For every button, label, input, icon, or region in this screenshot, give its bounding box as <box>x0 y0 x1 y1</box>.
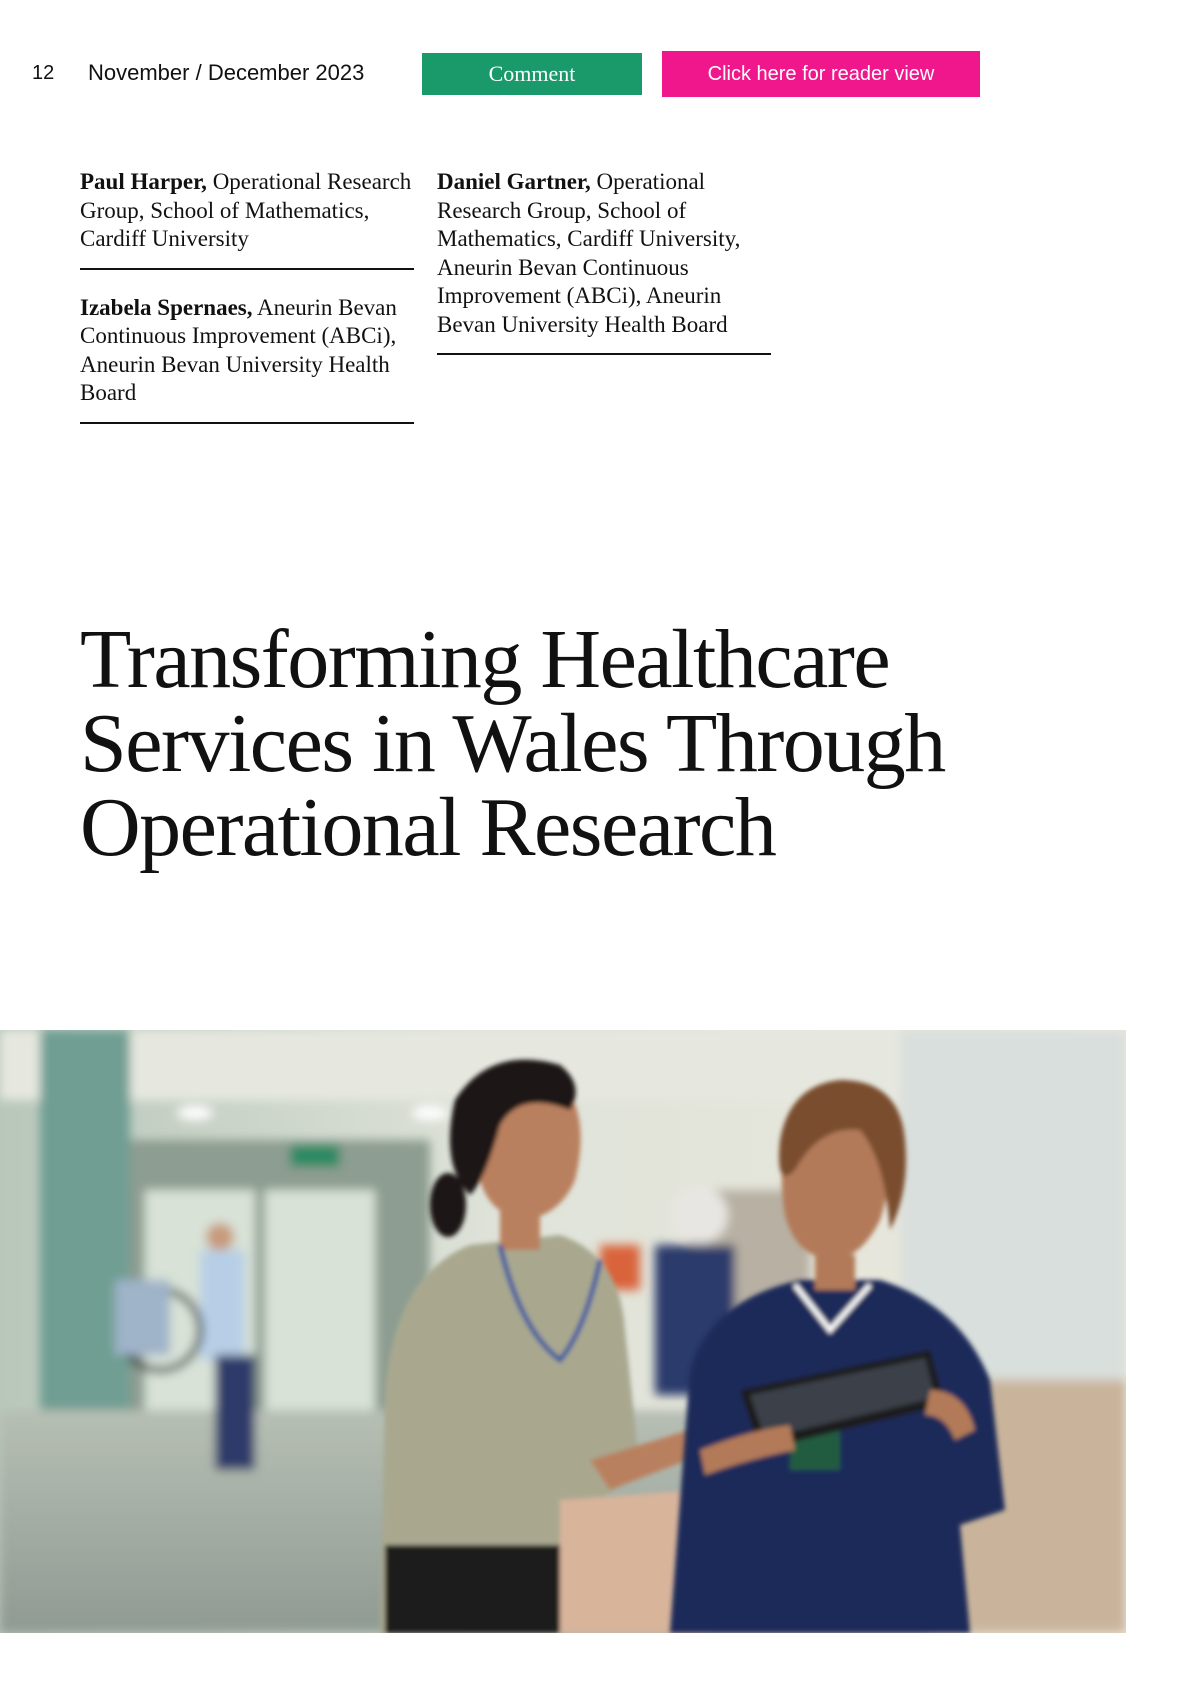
author-column-left <box>80 168 414 448</box>
hospital-corridor-illustration <box>0 1030 1126 1633</box>
author-affiliation: Aneurin Bevan Continuous Improvement (ABCi), Aneurin Bevan University Health Board <box>80 294 397 405</box>
page-header <box>0 48 1200 98</box>
author-entry <box>80 168 414 270</box>
hero-photo <box>0 1030 1126 1633</box>
author-entry <box>80 294 414 424</box>
page-number: 12 <box>32 62 55 84</box>
comment-button[interactable]: Comment <box>422 53 642 95</box>
issue-date: November / December 2023 <box>88 60 365 85</box>
author-affiliation: Operational Research Group, School of Mathematics, Cardiff University, Aneurin Bevan Continuous Improvement (ABCi), Aneurin Bevan University Health Board <box>437 169 741 337</box>
author-affiliation: Operational Research Group, School of Mathematics, Cardiff University <box>80 169 412 251</box>
author-name: Izabela Spernaes, <box>80 294 253 320</box>
reader-view-button[interactable]: Click here for reader view <box>662 51 980 97</box>
author-column-right <box>437 168 771 379</box>
author-list <box>80 168 780 438</box>
author-name: Daniel Gartner, <box>437 169 591 194</box>
article-title: Transforming Healthcare Services in Wales Through Operational Research <box>80 613 945 874</box>
author-name: Paul Harper, <box>80 169 207 194</box>
author-entry <box>437 168 771 355</box>
